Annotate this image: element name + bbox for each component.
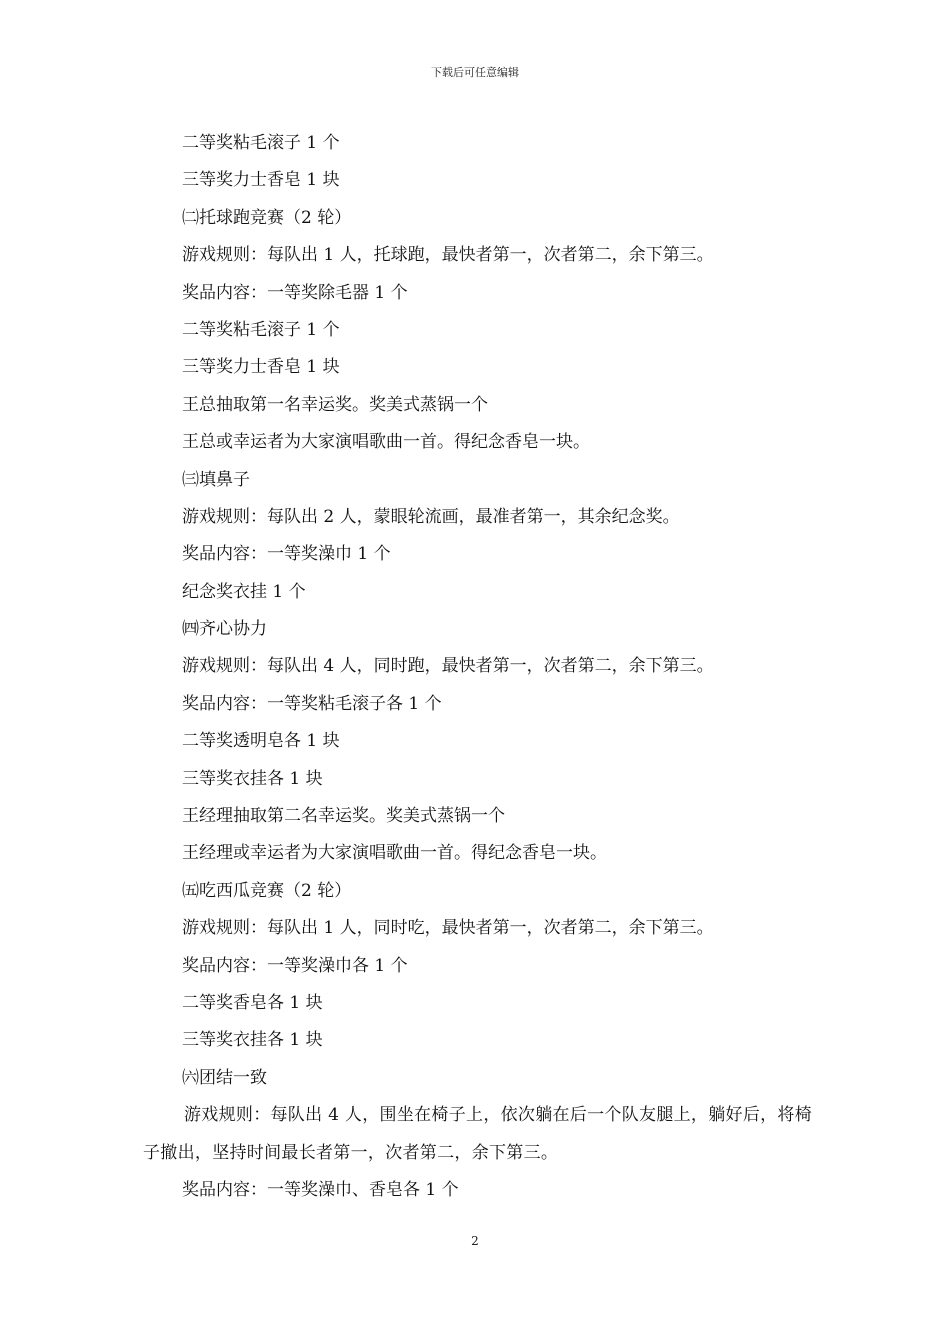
page-number: 2 <box>471 1234 479 1248</box>
section-heading: ㈡托球跑竞赛（2 轮） <box>182 207 352 228</box>
text-line: 二等奖粘毛滚子 1 个 <box>182 133 340 153</box>
text-line: 王经理或幸运者为大家演唱歌曲一首。得纪念香皂一块。 <box>182 843 607 864</box>
text-line: 奖品内容：一等奖粘毛滚子各 1 个 <box>182 693 442 714</box>
text-line: 奖品内容：一等奖澡巾各 1 个 <box>182 955 408 976</box>
rule-paragraph: 游戏规则：每队出 4 人，围坐在椅子上，依次躺在后一个队友腿上，躺好后，将椅子撤出，坚持时间最长者第一，次者第二，余下第三。 <box>143 1105 813 1163</box>
text-line: 游戏规则：每队出 2 人，蒙眼轮流画，最准者第一，其余纪念奖。 <box>182 506 680 527</box>
text-line: 奖品内容：一等奖澡巾 1 个 <box>182 544 391 565</box>
section-heading: ㈣齐心协力 <box>182 619 267 640</box>
document-body <box>143 125 813 1209</box>
section-heading: ㈤吃西瓜竞赛（2 轮） <box>182 880 352 901</box>
text-line: 奖品内容：一等奖除毛器 1 个 <box>182 282 408 303</box>
text-line: 二等奖透明皂各 1 块 <box>182 731 340 752</box>
text-line: 二等奖粘毛滚子 1 个 <box>182 319 340 340</box>
text-line: 奖品内容：一等奖澡巾、香皂各 1 个 <box>182 1179 459 1200</box>
page-header: 下载后可任意编辑 <box>431 66 519 79</box>
section-heading: ㈢填鼻子 <box>182 469 250 490</box>
text-line: 三等奖衣挂各 1 块 <box>182 1030 323 1051</box>
text-line: 游戏规则：每队出 1 人，托球跑，最快者第一，次者第二，余下第三。 <box>182 245 714 266</box>
text-line: 二等奖香皂各 1 块 <box>182 992 323 1013</box>
text-line: 王经理抽取第二名幸运奖。奖美式蒸锅一个 <box>182 806 505 827</box>
text-line: 纪念奖衣挂 1 个 <box>182 581 306 602</box>
text-line: 王总抽取第一名幸运奖。奖美式蒸锅一个 <box>182 394 488 415</box>
text-line: 王总或幸运者为大家演唱歌曲一首。得纪念香皂一块。 <box>182 432 590 453</box>
section-heading: ㈥团结一致 <box>182 1067 267 1088</box>
text-line: 三等奖力士香皂 1 块 <box>182 170 340 191</box>
text-line: 游戏规则：每队出 4 人，同时跑，最快者第一，次者第二，余下第三。 <box>182 656 714 677</box>
text-line: 三等奖衣挂各 1 块 <box>182 768 323 789</box>
text-line: 三等奖力士香皂 1 块 <box>182 357 340 378</box>
text-line: 游戏规则：每队出 1 人，同时吃，最快者第一，次者第二，余下第三。 <box>182 918 714 939</box>
